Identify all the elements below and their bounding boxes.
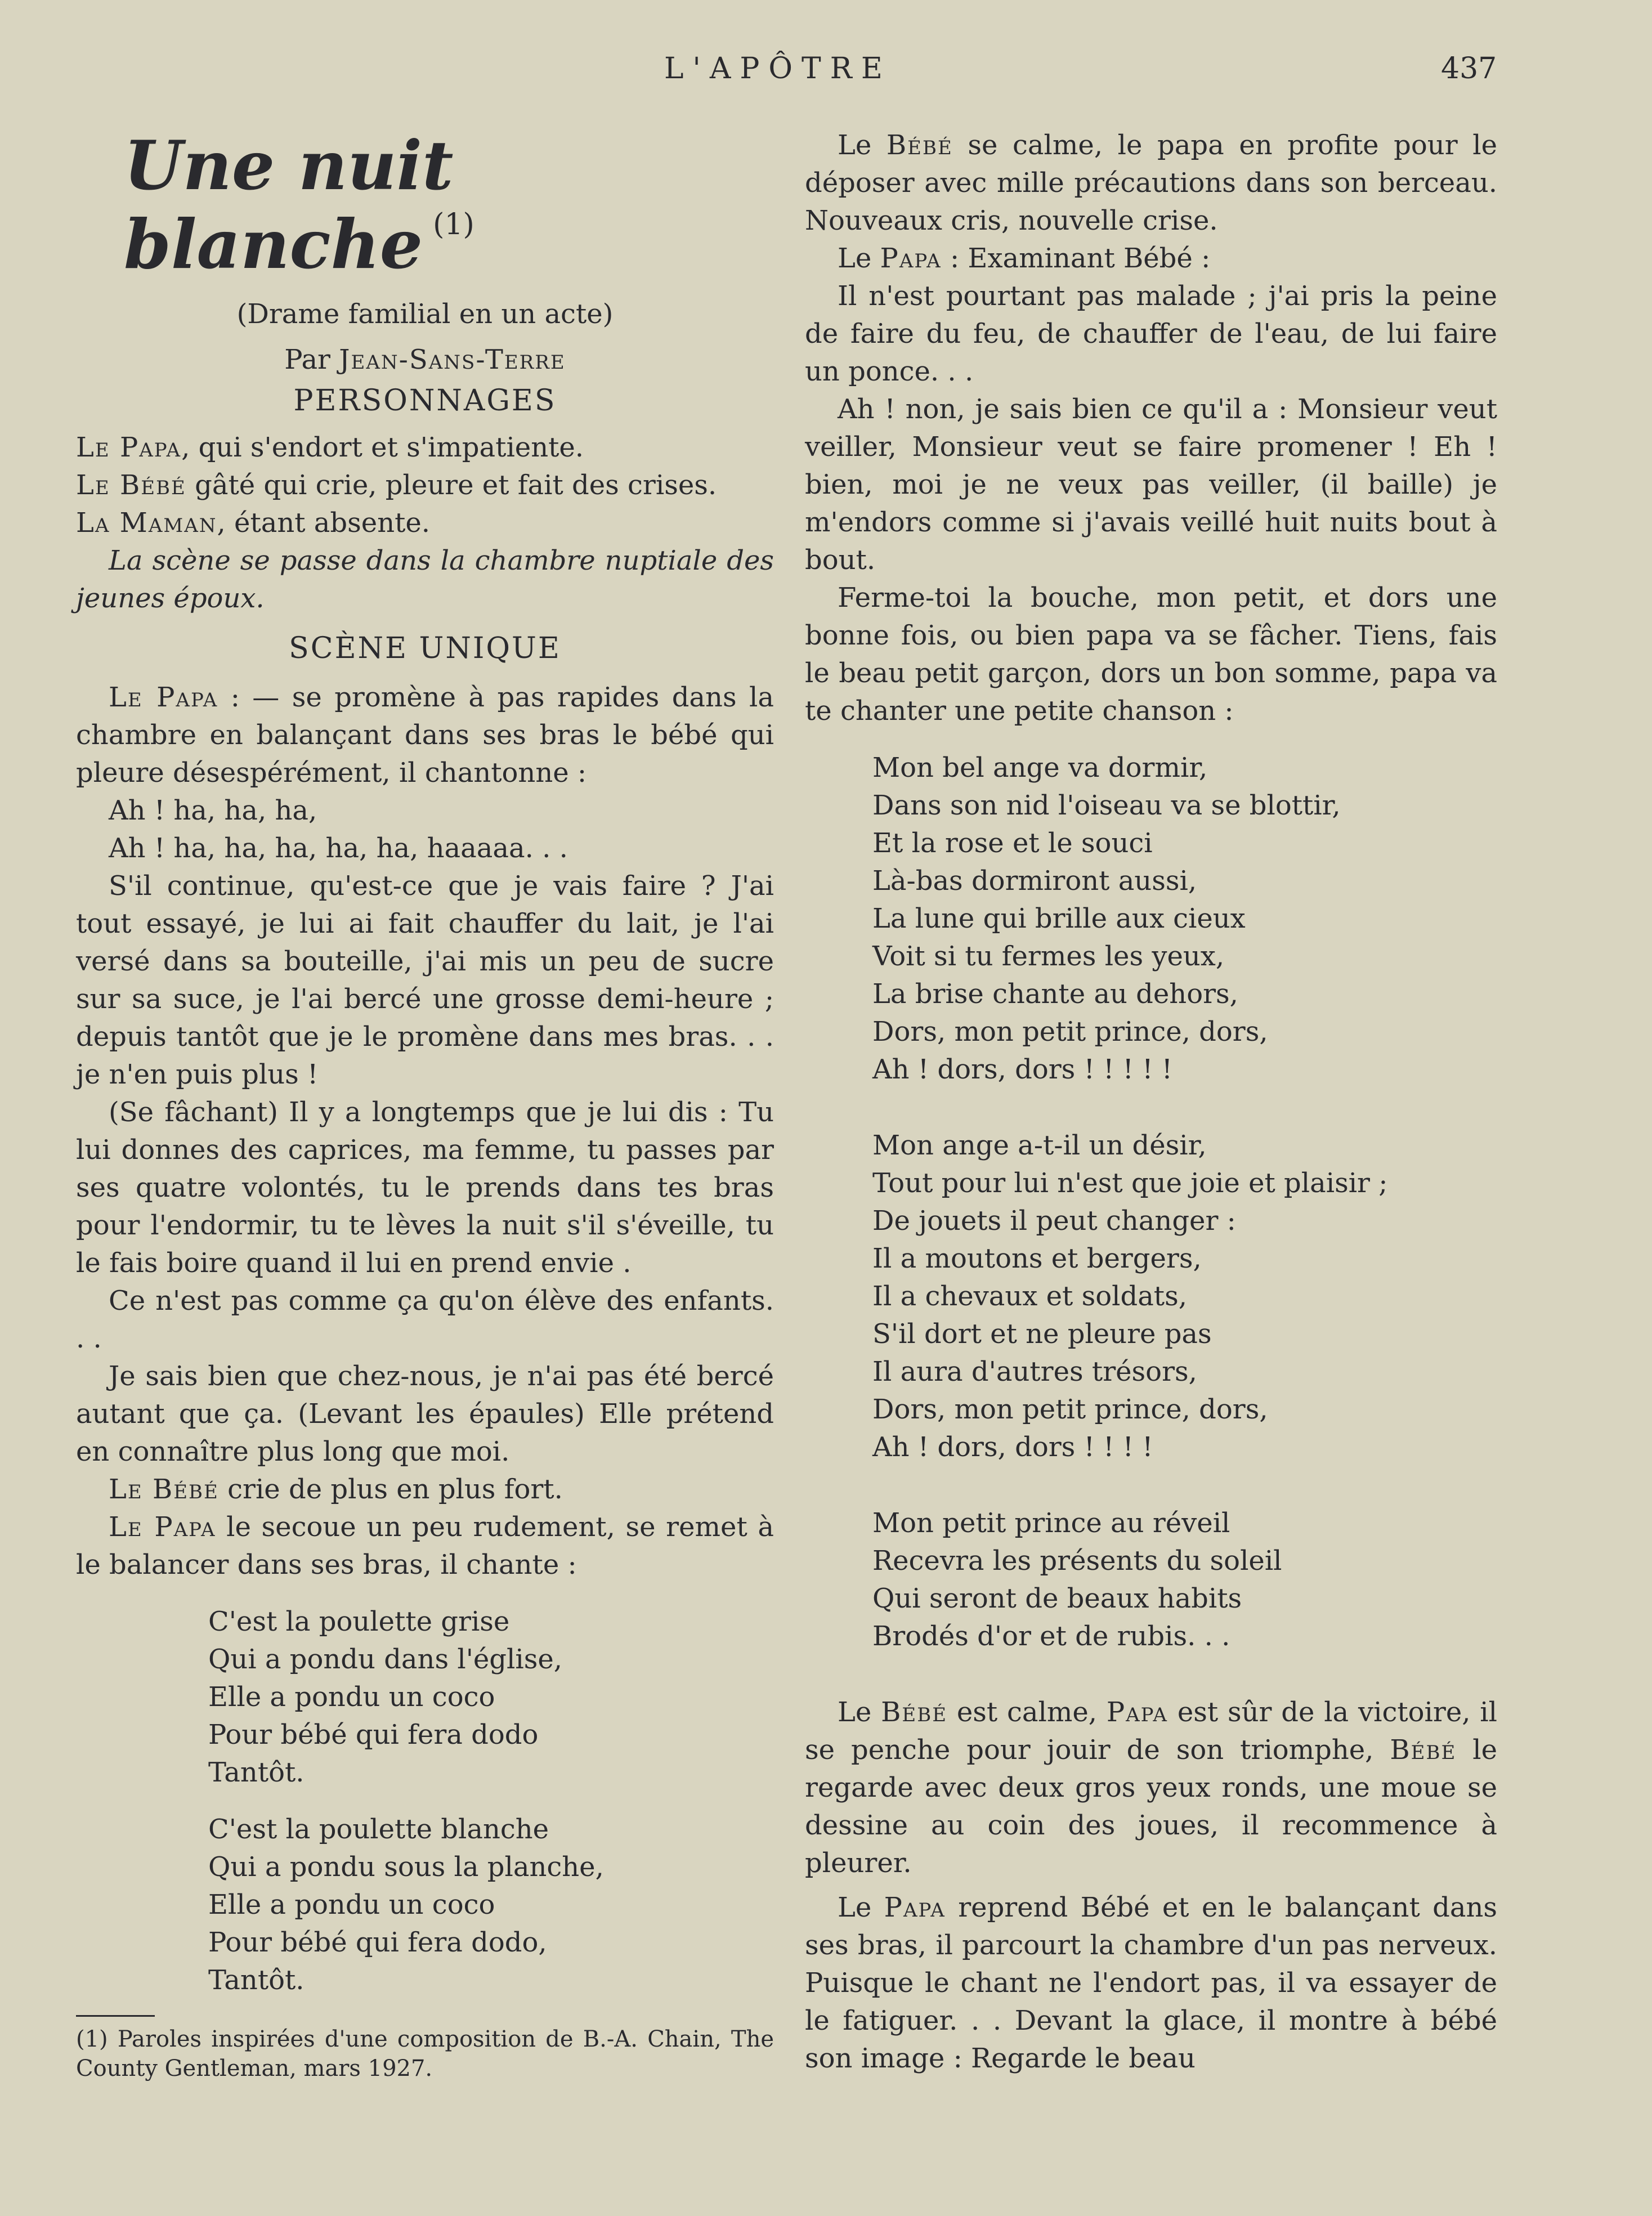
cast-desc: , étant absente. — [217, 507, 431, 539]
speaker-name: Bébé — [881, 1696, 948, 1728]
paragraph-text: Le — [838, 1892, 884, 1923]
left-column — [76, 127, 774, 2083]
verse-line: C'est la poulette blanche — [208, 1814, 549, 1845]
paragraph — [805, 1694, 1497, 1882]
verse-line: Mon petit prince au réveil — [872, 1507, 1230, 1539]
byline-prefix: Par — [284, 344, 330, 375]
verse-line: La lune qui brille aux cieux — [872, 903, 1246, 934]
verse-line: La brise chante au dehors, — [872, 978, 1238, 1010]
cast-name: Le Bébé — [76, 469, 186, 501]
speaker-name: Le Papa — [109, 682, 218, 713]
verse-line: Brodés d'or et de rubis. . . — [872, 1620, 1230, 1652]
speaker-name: Bébé — [886, 129, 953, 161]
paragraph-text: crie de plus en plus fort. — [218, 1474, 563, 1505]
page-number: 437 — [1441, 52, 1497, 86]
verse-line: Il a moutons et bergers, — [872, 1243, 1202, 1274]
verse-line: Tantôt. — [208, 1964, 305, 1996]
paragraph — [805, 127, 1497, 240]
verse-line: De jouets il peut changer : — [872, 1205, 1236, 1237]
personnages-heading: PERSONNAGES — [293, 384, 557, 418]
verse-line: Qui seront de beaux habits — [872, 1583, 1242, 1614]
verse-line: Qui a pondu dans l'église, — [208, 1644, 563, 1675]
paragraph: Ah ! ha, ha, ha, — [109, 795, 317, 826]
paragraph-text: Le — [838, 243, 880, 274]
running-title: L'APÔTRE — [664, 52, 892, 86]
paragraph-text: le regarde avec deux gros yeux ronds, une moue se dessine au coin des joues, il recommence à pleurer. — [805, 1734, 1497, 1879]
article-title: Une nuit blanche — [124, 126, 454, 284]
paragraph-text: est sûr de la victoire, il se penche pour jouir de son triomphe, — [805, 1696, 1498, 1766]
verse-line: Là-bas dormiront aussi, — [872, 865, 1197, 897]
footnote: (1) Paroles inspirées d'une composition de B.-A. Chain, The County Gentleman, mars 1927. — [76, 2026, 774, 2081]
paragraph — [76, 1471, 774, 1508]
verse-line: Ah ! dors, dors ! ! ! ! — [872, 1431, 1153, 1463]
song-stanza — [872, 1505, 1497, 1655]
paragraph-text: est calme, — [947, 1696, 1107, 1728]
author-name: Jean-Sans-Terre — [339, 344, 566, 375]
verse-line: Mon ange a-t-il un désir, — [872, 1130, 1207, 1161]
speaker-name: Le Bébé — [109, 1474, 219, 1505]
paragraph: Ce n'est pas comme ça qu'on élève des enfants. . . — [76, 1285, 774, 1354]
song-stanza — [208, 1811, 774, 1999]
verse-line: Dors, mon petit prince, dors, — [872, 1016, 1268, 1047]
verse-line: Qui a pondu sous la planche, — [208, 1851, 604, 1883]
title-block — [124, 127, 774, 284]
footnote-rule — [76, 2015, 155, 2017]
verse-line: Pour bébé qui fera dodo, — [208, 1927, 547, 1958]
verse-line: Tout pour lui n'est que joie et plaisir ; — [872, 1167, 1388, 1199]
paragraph — [805, 240, 1497, 277]
paragraph: (Se fâchant) Il y a longtemps que je lui dis : Tu lui donnes des caprices, ma femme, tu passes par ses quatre volontés, tu le prends dans tes bras pour l'endormir, tu te lèves la nuit s'il s'éveille, tu le fais boire quand il lui en prend envie . — [76, 1096, 774, 1279]
speaker-name: Le Papa — [109, 1511, 216, 1543]
paragraph: Il n'est pourtant pas malade ; j'ai pris la peine de faire du feu, de chauffer de l'eau, de lui faire un ponce. . . — [805, 280, 1497, 387]
verse-line: Tantôt. — [208, 1757, 305, 1788]
paragraph: Je sais bien que chez-nous, je n'ai pas été bercé autant que ça. (Levant les épaules) Elle prétend en connaître plus long que moi. — [76, 1360, 774, 1467]
paragraph: S'il continue, qu'est-ce que je vais faire ? J'ai tout essayé, je lui ai fait chauffer du lait, je l'ai versé dans sa bouteille, j'ai mis un peu de sucre sur sa suce, je l'ai bercé une grosse demi-heure ; depuis tantôt que je le promène dans mes bras. . . je n'en puis plus ! — [76, 870, 774, 1090]
scene-heading: SCÈNE UNIQUE — [289, 632, 561, 665]
paragraph-text: Le — [838, 1696, 881, 1728]
verse-line: Voit si tu fermes les yeux, — [872, 941, 1225, 972]
song-stanza — [208, 1603, 774, 1792]
paragraph: Ah ! ha, ha, ha, ha, ha, haaaaa. . . — [109, 832, 568, 864]
setting-note: La scène se passe dans la chambre nuptiale des jeunes époux. — [76, 545, 774, 614]
paragraph — [76, 679, 774, 792]
right-column — [805, 127, 1497, 2078]
verse-line: Pour bébé qui fera dodo — [208, 1719, 539, 1751]
verse-line: C'est la poulette grise — [208, 1606, 510, 1637]
paragraph-text: se calme, le papa en profite pour le déposer avec mille précautions dans son berceau. Nouveaux cris, nouvelle crise. — [805, 129, 1497, 236]
verse-line: Elle a pondu un coco — [208, 1681, 495, 1713]
speaker-name: Bébé — [1390, 1734, 1457, 1766]
paragraph-text: Le — [838, 129, 887, 161]
verse-line: Recevra les présents du soleil — [872, 1545, 1282, 1577]
cast-item-papa — [76, 429, 774, 467]
verse-line: Il a chevaux et soldats, — [872, 1281, 1187, 1312]
paragraph-text: reprend Bébé et en le balançant dans ses bras, il parcourt la chambre d'un pas nerveux. Puisque le chant ne l'endort pas, il va essayer de le fatiguer. . . Devant la glace, il montre à bébé son image : Regarde le beau — [805, 1892, 1497, 2074]
cast-item-maman — [76, 504, 774, 542]
verse-line: Ah ! dors, dors ! ! ! ! ! — [872, 1054, 1173, 1085]
verse-line: Il aura d'autres trésors, — [872, 1356, 1197, 1387]
title-footnote-marker: (1) — [433, 208, 474, 241]
verse-line: Mon bel ange va dormir, — [872, 752, 1208, 784]
cast-item-bebe — [76, 467, 774, 504]
speaker-name: Papa — [884, 1892, 946, 1923]
subtitle: (Drame familial en un acte) — [236, 298, 614, 330]
paragraph-text: : Examinant Bébé : — [941, 243, 1211, 274]
verse-line: Elle a pondu un coco — [208, 1889, 495, 1920]
song-stanza — [872, 1127, 1497, 1466]
cast-desc: gâté qui crie, pleure et fait des crises. — [186, 469, 717, 501]
cast-name: La Maman — [76, 507, 217, 539]
page-header — [0, 52, 1652, 91]
paragraph — [76, 1508, 774, 1584]
song-stanza — [872, 749, 1497, 1089]
paragraph — [805, 1889, 1497, 2078]
speaker-name: Papa — [880, 243, 942, 274]
paragraph-text: le secoue un peu rudement, se remet à le balancer dans ses bras, il chante : — [76, 1511, 774, 1581]
speaker-name: Papa — [1106, 1696, 1168, 1728]
verse-line: Et la rose et le souci — [872, 827, 1153, 859]
verse-line: Dans son nid l'oiseau va se blottir, — [872, 790, 1341, 821]
verse-line: Dors, mon petit prince, dors, — [872, 1394, 1268, 1425]
paragraph-text: : — se promène à pas rapides dans la chambre en balançant dans ses bras le bébé qui pleure désespérément, il chantonne : — [76, 682, 774, 789]
cast-desc: , qui s'endort et s'impatiente. — [181, 432, 584, 463]
verse-line: S'il dort et ne pleure pas — [872, 1318, 1212, 1350]
paragraph: Ah ! non, je sais bien ce qu'il a : Monsieur veut veiller, Monsieur veut se faire promener ! Eh ! bien, moi je ne veux pas veiller, (il baille) je m'endors comme si j'avais veillé huit nuits bout à bout. — [805, 393, 1497, 576]
byline — [76, 341, 774, 379]
cast-name: Le Papa — [76, 432, 182, 463]
paragraph: Ferme-toi la bouche, mon petit, et dors une bonne fois, ou bien papa va se fâcher. Tiens, fais le beau petit garçon, dors un bon somme, papa va te chanter une petite chanson : — [805, 582, 1497, 727]
